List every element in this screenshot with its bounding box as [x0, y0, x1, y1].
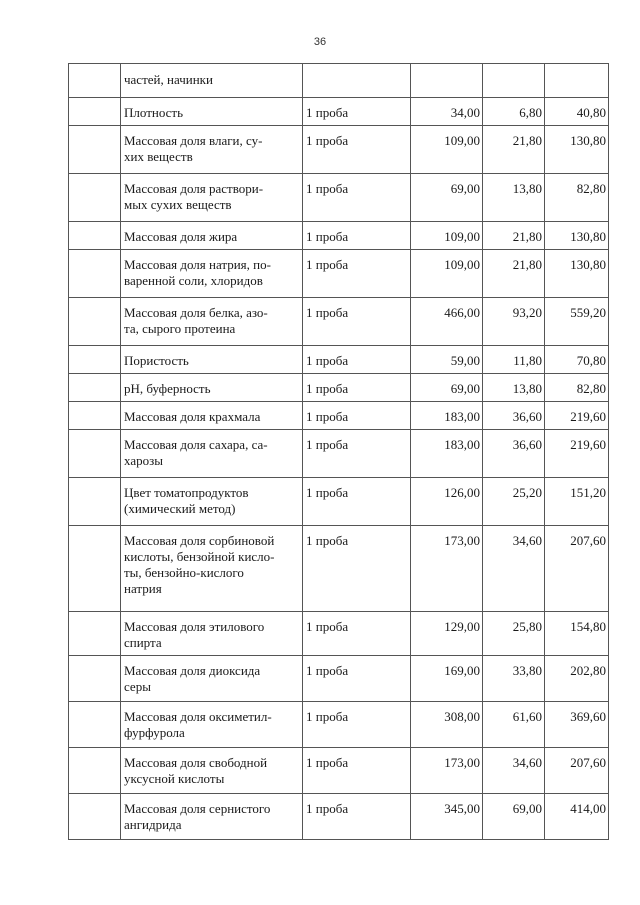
price-cell [411, 346, 483, 374]
unit-cell-text: 1 проба [306, 409, 349, 424]
total-cell-text: 130,80 [570, 229, 606, 244]
total-cell [545, 526, 609, 612]
vat-cell [483, 748, 545, 794]
indicator-name-cell [121, 126, 303, 174]
table-row [69, 478, 609, 526]
unit-cell-text: 1 проба [306, 181, 349, 196]
table-row [69, 222, 609, 250]
indicator-name-cell [121, 222, 303, 250]
total-cell [545, 748, 609, 794]
vat-cell-text: 21,80 [512, 229, 542, 244]
price-cell-text: 69,00 [450, 381, 480, 396]
indicator-name-cell-text: Цвет томатопродуктов (химический метод) [124, 485, 249, 516]
price-cell [411, 526, 483, 612]
table-row [69, 64, 609, 98]
row-number-cell [69, 656, 121, 702]
indicator-name-cell-text: Массовая доля раствори- мых сухих веществ [124, 181, 264, 212]
indicator-name-cell [121, 702, 303, 748]
total-cell [545, 430, 609, 478]
unit-cell-text: 1 проба [306, 381, 349, 396]
vat-cell [483, 612, 545, 656]
unit-cell-text: 1 проба [306, 105, 349, 120]
indicator-name-cell [121, 656, 303, 702]
total-cell-text: 130,80 [570, 257, 606, 272]
table-row [69, 656, 609, 702]
row-number-cell [69, 98, 121, 126]
price-cell-text: 129,00 [444, 619, 480, 634]
total-cell [545, 478, 609, 526]
indicator-name-cell-text: Массовая доля оксиметил- фурфурола [124, 709, 272, 740]
total-cell [545, 126, 609, 174]
price-cell [411, 126, 483, 174]
price-cell-text: 59,00 [450, 353, 480, 368]
table-row [69, 794, 609, 840]
table-row [69, 298, 609, 346]
price-cell-text: 34,00 [450, 105, 480, 120]
total-cell [545, 298, 609, 346]
indicator-name-cell-text: Пористость [124, 353, 189, 368]
vat-cell-text: 36,60 [512, 409, 542, 424]
page-number: 36 [313, 36, 327, 48]
indicator-name-cell [121, 346, 303, 374]
total-cell [545, 346, 609, 374]
row-number-cell [69, 478, 121, 526]
unit-cell [303, 794, 411, 840]
total-cell [545, 612, 609, 656]
vat-cell [483, 478, 545, 526]
indicator-name-cell [121, 374, 303, 402]
vat-cell-text: 93,20 [512, 305, 542, 320]
unit-cell [303, 174, 411, 222]
total-cell-text: 207,60 [570, 755, 606, 770]
vat-cell-text: 61,60 [512, 709, 542, 724]
vat-cell-text: 11,80 [513, 353, 542, 368]
unit-cell [303, 346, 411, 374]
price-cell [411, 748, 483, 794]
vat-cell [483, 174, 545, 222]
vat-cell [483, 526, 545, 612]
price-cell [411, 402, 483, 430]
price-cell [411, 430, 483, 478]
price-cell-text: 169,00 [444, 663, 480, 678]
price-cell-text: 126,00 [444, 485, 480, 500]
price-cell [411, 174, 483, 222]
indicator-name-cell [121, 174, 303, 222]
unit-cell [303, 374, 411, 402]
indicator-name-cell [121, 748, 303, 794]
indicator-name-cell [121, 526, 303, 612]
unit-cell-text: 1 проба [306, 801, 349, 816]
vat-cell [483, 374, 545, 402]
total-cell-text: 219,60 [570, 437, 606, 452]
table-row [69, 374, 609, 402]
vat-cell [483, 250, 545, 298]
price-table [68, 63, 609, 840]
unit-cell [303, 126, 411, 174]
price-cell-text: 183,00 [444, 409, 480, 424]
unit-cell [303, 222, 411, 250]
vat-cell [483, 430, 545, 478]
unit-cell [303, 64, 411, 98]
total-cell-text: 82,80 [576, 381, 606, 396]
table-row [69, 346, 609, 374]
price-cell [411, 98, 483, 126]
price-cell [411, 702, 483, 748]
indicator-name-cell [121, 402, 303, 430]
row-number-cell [69, 222, 121, 250]
vat-cell [483, 126, 545, 174]
indicator-name-cell-text: Массовая доля свободной уксусной кислоты [124, 755, 268, 786]
price-cell [411, 794, 483, 840]
price-cell [411, 612, 483, 656]
indicator-name-cell-text: Массовая доля сорбиновой кислоты, бензойной кисло- ты, бензойно-кислого натрия [124, 533, 275, 596]
vat-cell [483, 346, 545, 374]
table-row [69, 250, 609, 298]
unit-cell [303, 656, 411, 702]
vat-cell [483, 64, 545, 98]
total-cell-text: 82,80 [576, 181, 606, 196]
price-cell-text: 109,00 [444, 133, 480, 148]
unit-cell [303, 402, 411, 430]
table-row [69, 612, 609, 656]
unit-cell [303, 748, 411, 794]
unit-cell [303, 478, 411, 526]
price-cell-text: 173,00 [444, 755, 480, 770]
unit-cell-text: 1 проба [306, 709, 349, 724]
indicator-name-cell-text: Массовая доля белка, азо- та, сырого протеина [124, 305, 268, 336]
total-cell-text: 154,80 [570, 619, 606, 634]
vat-cell [483, 98, 545, 126]
total-cell [545, 222, 609, 250]
total-cell [545, 402, 609, 430]
total-cell-text: 369,60 [570, 709, 606, 724]
unit-cell [303, 430, 411, 478]
indicator-name-cell [121, 430, 303, 478]
indicator-name-cell [121, 250, 303, 298]
vat-cell [483, 402, 545, 430]
indicator-name-cell [121, 478, 303, 526]
indicator-name-cell [121, 64, 303, 98]
unit-cell-text: 1 проба [306, 133, 349, 148]
total-cell [545, 794, 609, 840]
indicator-name-cell [121, 298, 303, 346]
price-cell-text: 308,00 [444, 709, 480, 724]
total-cell [545, 64, 609, 98]
row-number-cell [69, 402, 121, 430]
unit-cell-text: 1 проба [306, 305, 349, 320]
vat-cell-text: 36,60 [512, 437, 542, 452]
row-number-cell [69, 702, 121, 748]
table-row [69, 98, 609, 126]
indicator-name-cell [121, 612, 303, 656]
total-cell-text: 207,60 [570, 533, 606, 548]
indicator-name-cell [121, 794, 303, 840]
row-number-cell [69, 374, 121, 402]
price-cell-text: 109,00 [444, 257, 480, 272]
indicator-name-cell-text: pH, буферность [124, 381, 211, 396]
price-cell-text: 183,00 [444, 437, 480, 452]
vat-cell-text: 6,80 [519, 105, 542, 120]
price-cell-text: 466,00 [444, 305, 480, 320]
total-cell-text: 219,60 [570, 409, 606, 424]
price-cell-text: 69,00 [450, 181, 480, 196]
table-body [69, 64, 609, 840]
row-number-cell [69, 126, 121, 174]
indicator-name-cell-text: Массовая доля сернистого ангидрида [124, 801, 271, 832]
row-number-cell [69, 298, 121, 346]
vat-cell-text: 21,80 [512, 257, 542, 272]
row-number-cell [69, 346, 121, 374]
unit-cell [303, 612, 411, 656]
total-cell [545, 702, 609, 748]
vat-cell [483, 702, 545, 748]
indicator-name-cell-text: Массовая доля жира [124, 229, 238, 244]
indicator-name-cell-text: Массовая доля крахмала [124, 409, 261, 424]
total-cell-text: 202,80 [570, 663, 606, 678]
unit-cell [303, 250, 411, 298]
vat-cell [483, 222, 545, 250]
total-cell [545, 656, 609, 702]
unit-cell [303, 526, 411, 612]
total-cell-text: 130,80 [570, 133, 606, 148]
row-number-cell [69, 748, 121, 794]
total-cell-text: 559,20 [570, 305, 606, 320]
table-row [69, 702, 609, 748]
vat-cell-text: 34,60 [512, 755, 542, 770]
price-cell [411, 250, 483, 298]
price-cell-text: 345,00 [444, 801, 480, 816]
indicator-name-cell-text: Массовая доля натрия, по- варенной соли, хлоридов [124, 257, 271, 288]
row-number-cell [69, 64, 121, 98]
indicator-name-cell-text: Плотность [124, 105, 184, 120]
price-cell [411, 478, 483, 526]
indicator-name-cell [121, 98, 303, 126]
unit-cell [303, 702, 411, 748]
vat-cell-text: 13,80 [512, 181, 542, 196]
vat-cell-text: 13,80 [512, 381, 542, 396]
price-cell-text: 109,00 [444, 229, 480, 244]
unit-cell-text: 1 проба [306, 437, 349, 452]
price-cell-text: 173,00 [444, 533, 480, 548]
table-row [69, 402, 609, 430]
unit-cell-text: 1 проба [306, 353, 349, 368]
table-row [69, 430, 609, 478]
row-number-cell [69, 794, 121, 840]
table-row [69, 526, 609, 612]
vat-cell [483, 656, 545, 702]
price-cell [411, 64, 483, 98]
unit-cell-text: 1 проба [306, 755, 349, 770]
vat-cell-text: 34,60 [512, 533, 542, 548]
unit-cell [303, 98, 411, 126]
unit-cell-text: 1 проба [306, 257, 349, 272]
price-cell [411, 656, 483, 702]
unit-cell-text: 1 проба [306, 619, 349, 634]
vat-cell-text: 69,00 [512, 801, 542, 816]
unit-cell [303, 298, 411, 346]
total-cell [545, 174, 609, 222]
total-cell [545, 250, 609, 298]
total-cell [545, 374, 609, 402]
vat-cell-text: 21,80 [512, 133, 542, 148]
vat-cell [483, 298, 545, 346]
table-row [69, 126, 609, 174]
price-cell [411, 298, 483, 346]
row-number-cell [69, 174, 121, 222]
indicator-name-cell-text: Массовая доля сахара, са- харозы [124, 437, 268, 468]
unit-cell-text: 1 проба [306, 485, 349, 500]
indicator-name-cell-text: частей, начинки [124, 72, 213, 87]
row-number-cell [69, 430, 121, 478]
price-cell [411, 374, 483, 402]
indicator-name-cell-text: Массовая доля диоксида серы [124, 663, 261, 694]
price-cell [411, 222, 483, 250]
unit-cell-text: 1 проба [306, 229, 349, 244]
total-cell [545, 98, 609, 126]
vat-cell [483, 794, 545, 840]
unit-cell-text: 1 проба [306, 663, 349, 678]
table-row [69, 174, 609, 222]
indicator-name-cell-text: Массовая доля этилового спирта [124, 619, 265, 650]
vat-cell-text: 25,20 [512, 485, 542, 500]
total-cell-text: 151,20 [570, 485, 606, 500]
total-cell-text: 70,80 [576, 353, 606, 368]
row-number-cell [69, 250, 121, 298]
row-number-cell [69, 612, 121, 656]
total-cell-text: 414,00 [570, 801, 606, 816]
vat-cell-text: 33,80 [512, 663, 542, 678]
vat-cell-text: 25,80 [512, 619, 542, 634]
unit-cell-text: 1 проба [306, 533, 349, 548]
total-cell-text: 40,80 [576, 105, 606, 120]
table-row [69, 748, 609, 794]
row-number-cell [69, 526, 121, 612]
indicator-name-cell-text: Массовая доля влаги, су- хих веществ [124, 133, 263, 164]
